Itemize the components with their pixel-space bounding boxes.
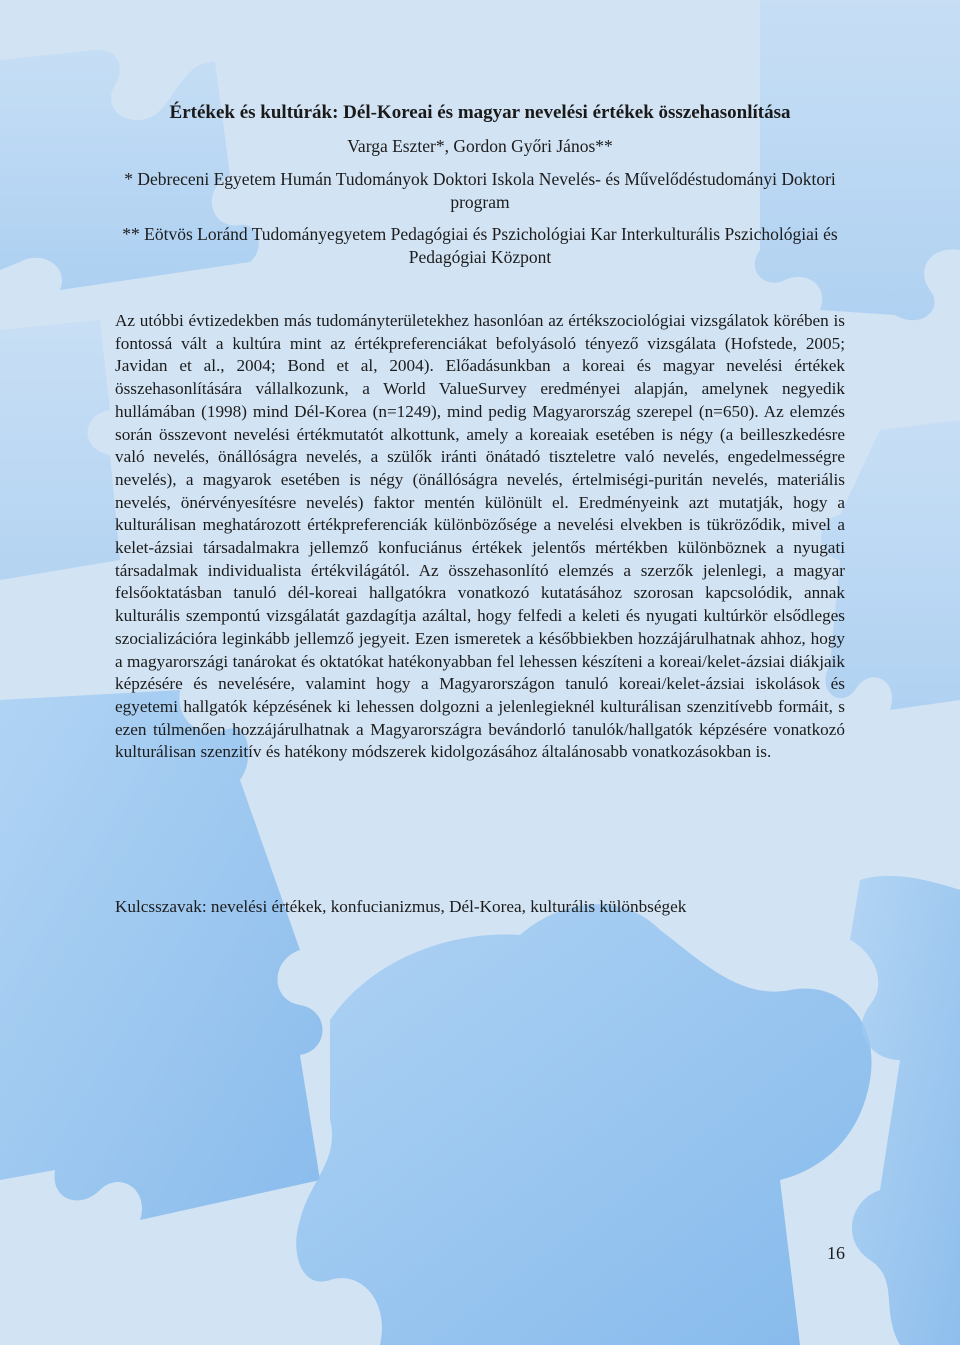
page-number: 16 <box>827 1243 845 1263</box>
affiliation-1: * Debreceni Egyetem Humán Tudományok Doktori Iskola Nevelés- és Művelődéstudományi Doktori program <box>124 169 836 212</box>
keywords-line: Kulcsszavak: nevelési értékek, konfucianizmus, Dél-Korea, kulturális különbségek <box>115 897 687 916</box>
abstract-paragraph: Az utóbbi évtizedekben más tudományterületekhez hasonlóan az értékszociológiai vizsgálatok körében is fontossá vált a kultúra mint az értékpreferenciákat befolyásoló tényező vizsgálata (Hofstede, 2005; Javidan et al., 2004; Bond et al, 2004). Előadásunkban a koreai és magyar nevelési értékek összehasonlítására vállalkozunk, a World ValueSurvey eredményei alapján, amelynek negyedik hullámában (1998) mind Dél-Korea (n=1249), mind pedig Magyarország szerepel (n=650). Az elemzés során összevont nevelési értékmutatót alkottunk, amely a koreaiak esetében is négy (a beilleszkedésre való nevelés, önállóságra nevelés, a szülők iránti önátadó tiszteletre való nevelés, engedelmességre nevelés), a magyarok esetében is négy (önállóságra nevelés, értelmiségi-puritán nevelés, materiális nevelés, önérvényesítésre nevelés) faktor mentén különült el. Eredményeink azt mutatják, hogy a kulturálisan meghatározott értékpreferenciák különbözősége a nevelési elvekben is tükröződik, mivel a kelet-ázsiai társadalmakra jellemző konfuciánus értékek jelentős mértékben különböznek a nyugati társadalmak individualista értékvilágától. Az összehasonlító elemzés a szerzők jelenlegi, a magyar felsőoktatásban tanuló dél-koreai hallgatókra vonatkozó kutatásához szorosan kapcsolódik, annak kulturális szempontú vizsgálatát gazdagítja azáltal, hogy felfedi a keleti és nyugati kultúrkör elsődleges szocializációra leginkább jellemző jegyeit. Ezen ismeretek a későbbiekben hozzájárulhatnak ahhoz, hogy a magyarországi tanárokat és oktatókat hatékonyabban fel lehessen készíteni a koreai/kelet-ázsiai diákjaik képzésére és nevelésére, valamint hogy a Magyarországon tanuló koreai/kelet-ázsiai iskolások és egyetemi hallgatók képzésének ki lehessen dolgozni a jelenlegieknél kulturálisan szenzitívebb formáit, s ezen túlmenően hozzájárulhatnak a Magyarországra bevándorló tanulók/hallgatók képzésére vonatkozó kulturálisan szenzitív és hatékony módszerek kidolgozásához általánosabb vonatkozásokban is. <box>115 311 845 762</box>
author-list: Varga Eszter*, Gordon Győri János** <box>347 136 613 156</box>
affiliation-2: ** Eötvös Loránd Tudományegyetem Pedagógiai és Pszichológiai Kar Interkulturális Pszichológiai és Pedagógiai Központ <box>122 224 838 267</box>
document-title: Értékek és kultúrák: Dél-Koreai és magyar nevelési értékek összehasonlítása <box>169 102 791 123</box>
